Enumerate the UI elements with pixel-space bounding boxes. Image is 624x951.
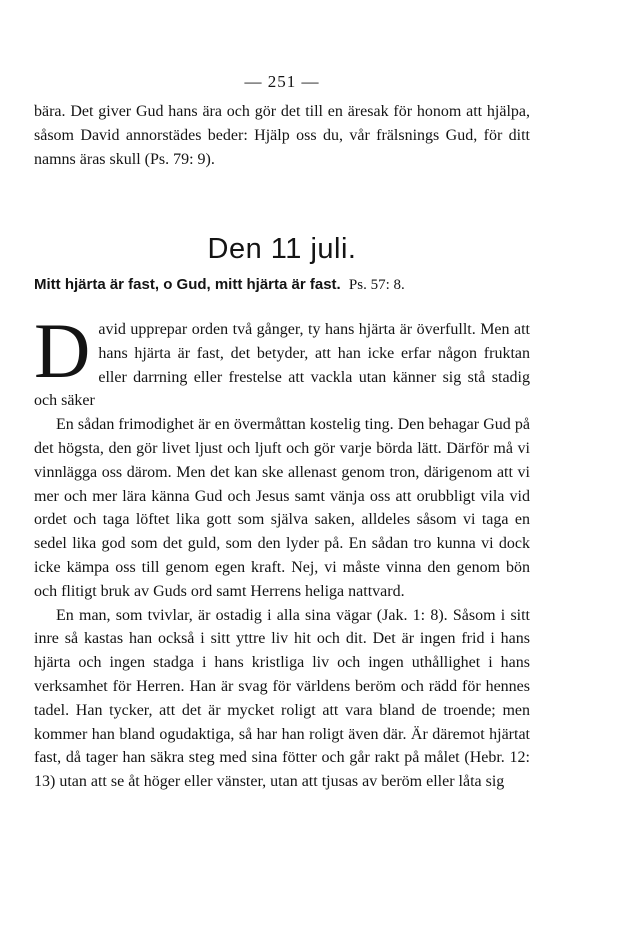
drop-cap: D bbox=[34, 307, 91, 394]
continuation-paragraph: bära. Det giver Gud hans ära och gör det till en äresak för honom att hjälpa, såsom David annorstädes beder: Hjälp oss du, vår frälsnings Gud, för ditt namns äras skull (Ps. 79: 9). bbox=[34, 103, 530, 168]
body-paragraph-2: En sådan frimodighet är en övermåttan kostelig ting. Den behagar Gud på det högsta, den gör livet ljust och ljuft och gör varje börda lätt. Därför må vi vinnlägga oss därom. Men det kan ske allenast genom tron, därigenom att vi mer och mer lära känna Gud och Jesus samt vänja oss att orubbligt vila vid ordet och taga löftet lika gott som själva saken, alldeles såsom vi taga en sedel lika god som det guld, som den lyder på. En sådan tro kunna vi dock icke kämpa oss till genom egen kraft. Nej, vi måste vinna den genom bön och flitigt bruk av Guds ord samt Herrens heliga nattvard. bbox=[34, 416, 530, 600]
body-paragraph-3: En man, som tvivlar, är ostadig i alla sina vägar (Jak. 1: 8). Såsom i sitt inre så kastas han också i sitt yttre liv hit och dit. Det är ingen frid i hans hjärta och ingen stadga i hans kristliga liv och ingen uthållighet i hans verksamhet för Herren. Han är svag för världens beröm och rädd för hennes tadel. Han tycker, att det är mycket roligt att vara bland de troende; men kommer han bland ogudaktiga, så har han roligt även där. Är däremot hjärtat fast, då tager han säkra steg med sina fötter och går rakt på målet (Hebr. 12: 13) utan att se åt höger eller vänster, utan att tjusas av beröm eller låta sig bbox=[34, 606, 530, 791]
page-number: — 251 — bbox=[244, 72, 320, 91]
body-paragraph-1-text: avid upprepar orden två gånger, ty hans hjärta är överfullt. Men att hans hjärta är fast, det betyder, att han icke erfar någon fruktan eller darrning eller frestelse att vackla utan känner sig stå stadig och säker bbox=[34, 321, 530, 410]
bible-motto bbox=[34, 274, 530, 296]
day-heading: Den 11 juli. bbox=[207, 233, 357, 265]
motto-text: Mitt hjärta är fast, o Gud, mitt hjärta är fast. bbox=[34, 276, 341, 293]
motto-reference: Ps. 57: 8. bbox=[348, 277, 405, 293]
devotional-body bbox=[34, 307, 530, 794]
body-paragraph-1 bbox=[34, 307, 530, 413]
